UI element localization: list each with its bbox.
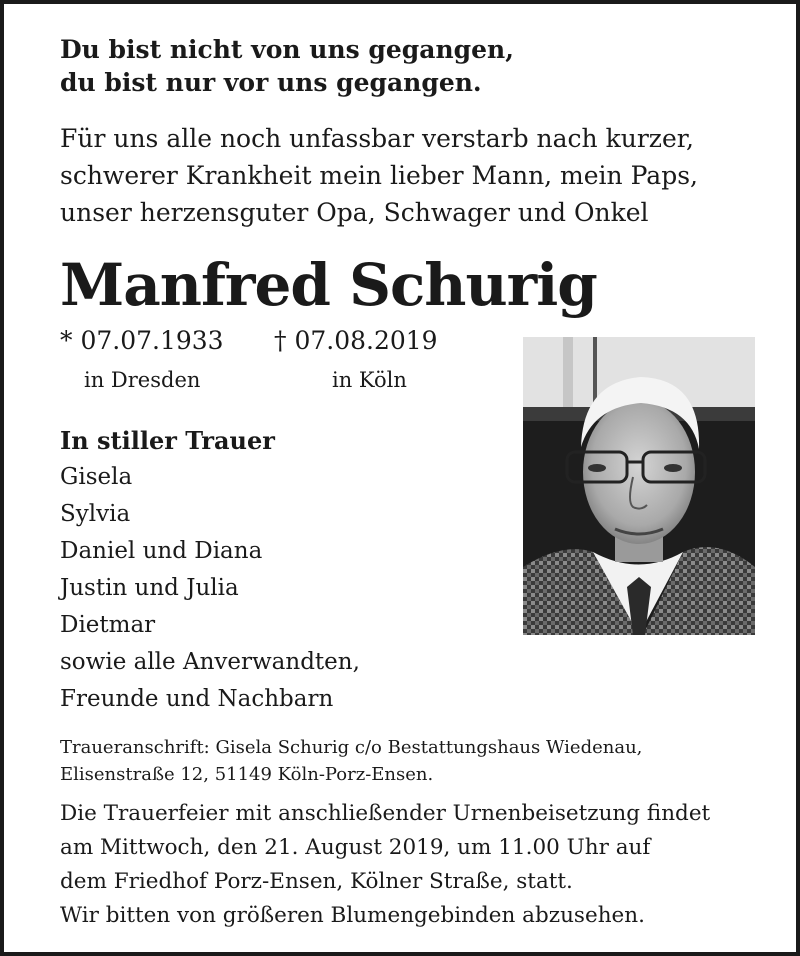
motto-line: Du bist nicht von uns gegangen, [60, 35, 514, 64]
motto-line: du bist nur vor uns gegangen. [60, 68, 482, 97]
portrait-image [523, 337, 755, 635]
mourning-heading: In stiller Trauer [60, 426, 275, 455]
mourner-name: Freunde und Nachbarn [60, 686, 334, 712]
portrait-photo [523, 337, 755, 635]
service-line: dem Friedhof Porz-Ensen, Kölner Straße, statt. [60, 869, 573, 894]
deceased-name: Manfred Schurig [60, 251, 597, 319]
intro-line: schwerer Krankheit mein lieber Mann, mein Paps, [60, 161, 698, 190]
address-line: Elisenstraße 12, 51149 Köln-Porz-Ensen. [60, 764, 434, 785]
mourner-name: Justin und Julia [60, 575, 239, 601]
service-line: Die Trauerfeier mit anschließender Urnenbeisetzung findet [60, 801, 711, 826]
mourner-name: Dietmar [60, 612, 156, 638]
death-place: in Köln [332, 368, 407, 392]
service-line: am Mittwoch, den 21. August 2019, um 11.00 Uhr auf [60, 835, 651, 860]
mourner-name: Sylvia [60, 501, 131, 527]
birth-place: in Dresden [84, 368, 201, 392]
intro-line: Für uns alle noch unfassbar verstarb nach kurzer, [60, 124, 694, 153]
motto [60, 33, 514, 99]
intro-line: unser herzensguter Opa, Schwager und Onkel [60, 198, 649, 227]
mourner-name: Gisela [60, 464, 133, 490]
address-line: Traueranschrift: Gisela Schurig c/o Bestattungshaus Wiedenau, [60, 737, 643, 758]
service-line: Wir bitten von größeren Blumengebinden abzusehen. [60, 903, 645, 928]
mourners-list [60, 459, 360, 718]
birth-date: * 07.07.1933 [60, 326, 224, 355]
funeral-service-info [60, 797, 710, 933]
intro-text [60, 120, 698, 231]
death-date: † 07.08.2019 [274, 326, 438, 355]
mourner-name: Daniel und Diana [60, 538, 263, 564]
mourner-name: sowie alle Anverwandten, [60, 649, 360, 675]
mourning-address [60, 734, 642, 788]
